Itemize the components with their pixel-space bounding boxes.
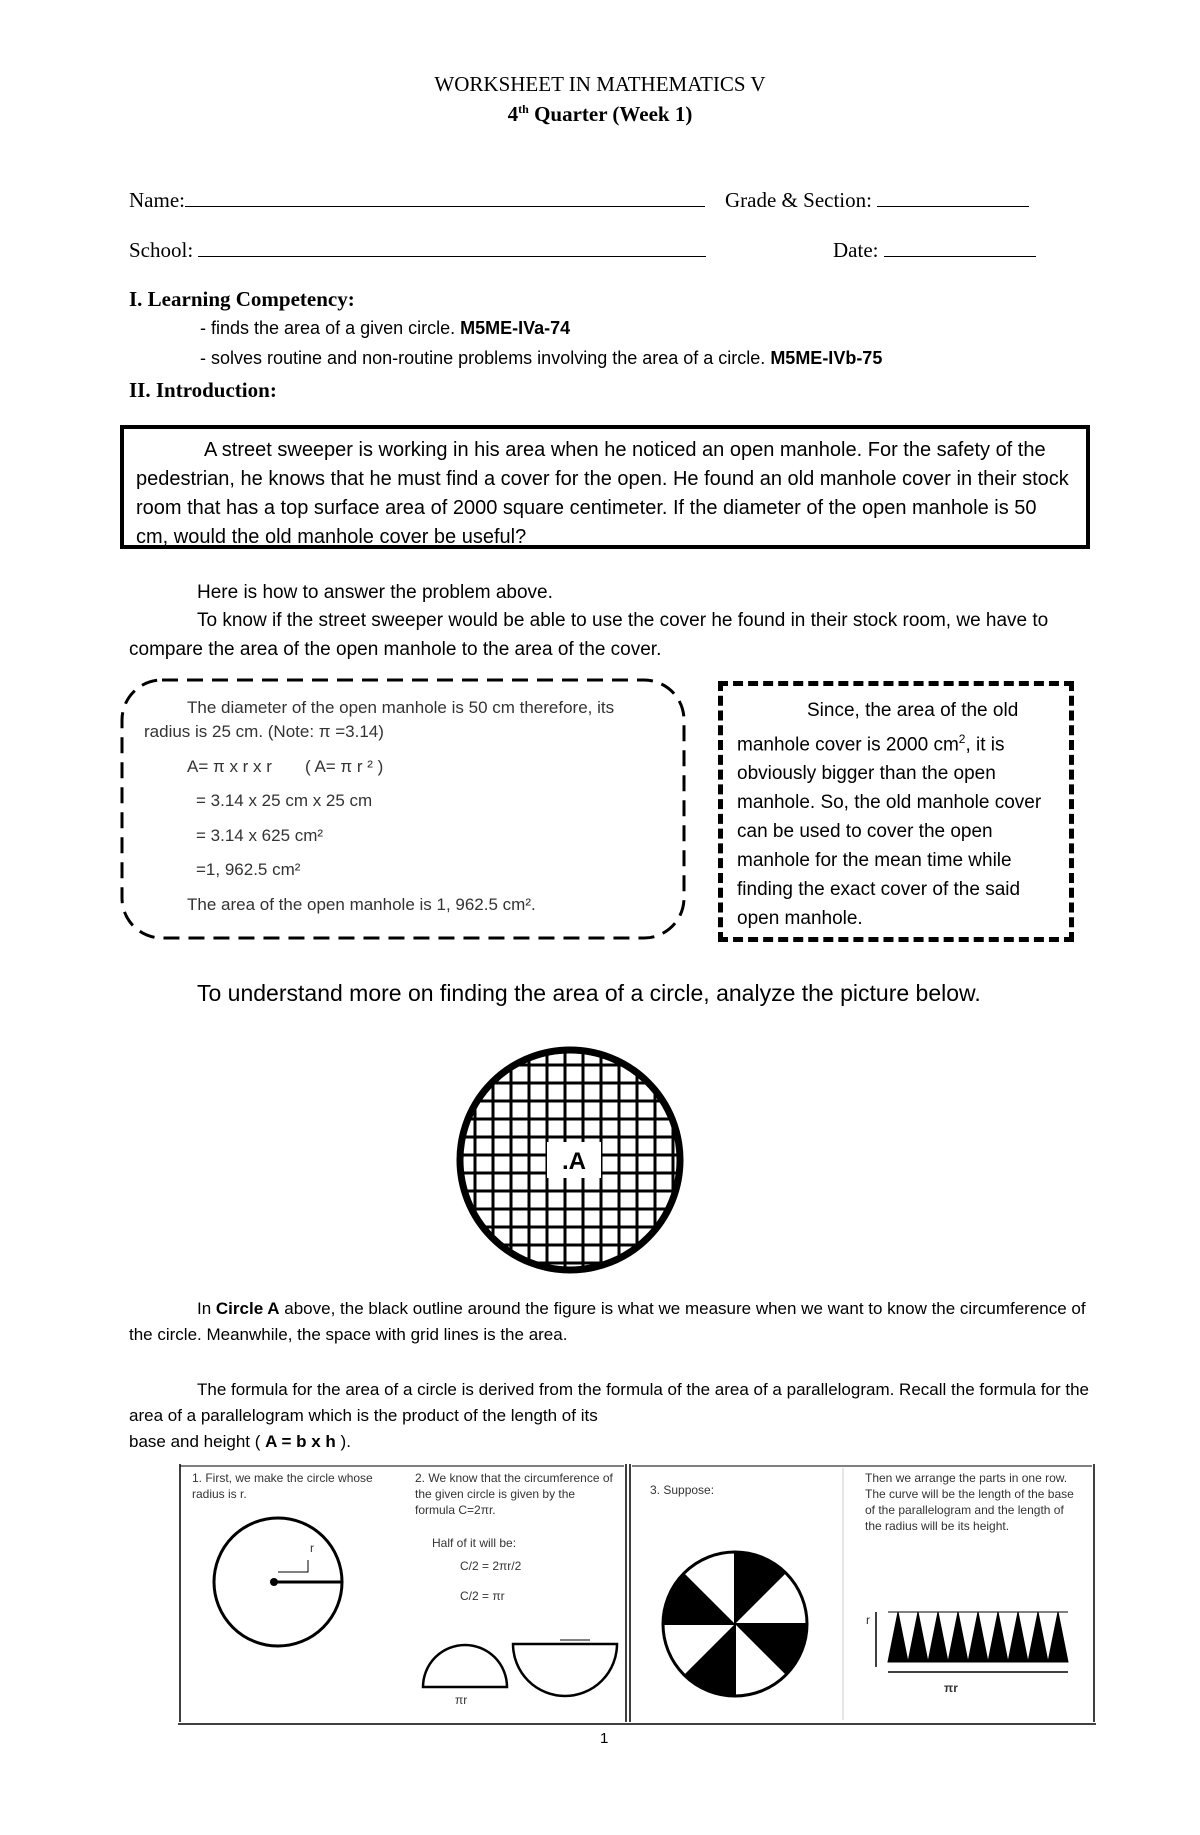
problem-box (120, 425, 1090, 549)
answer-intro-text: Here is how to answer the problem above. (197, 582, 553, 603)
solution-line-2: radius is 25 cm. (Note: π =3.14) (144, 722, 384, 741)
competency-text-1: - finds the area of a given circle. (200, 318, 461, 338)
circle-para-bold: Circle A (215, 1299, 280, 1318)
panel-height-label: r (866, 1613, 870, 1627)
solution-step-1: = 3.14 x 25 cm x 25 cm (196, 791, 373, 810)
grade-input-line[interactable] (877, 186, 1029, 207)
name-field (129, 186, 705, 213)
competency-item-2 (200, 348, 882, 369)
circle-para-post: above, the black outline around the figure is what we measure when we want to know the circumference of the circle. Meanwhile, the space with grid lines is the area. (129, 1299, 1086, 1344)
solution-conclusion: The area of the open manhole is 1, 962.5 cm². (187, 895, 536, 914)
circle-a-label: .A (562, 1148, 586, 1175)
conclusion-text-post: , it is obviously bigger than the open manhole. So, the old manhole cover can be used to cover the open manhole for the mean time while finding the exact cover of the said open manhole. (737, 734, 1042, 930)
date-field (833, 236, 1036, 263)
name-input-line[interactable] (185, 186, 705, 207)
circle-para-pre: In (197, 1299, 216, 1318)
formula-para-bold: A = b x h (265, 1432, 336, 1451)
school-input-line[interactable] (198, 236, 706, 257)
grade-field (725, 186, 1029, 213)
school-label: School: (129, 238, 194, 262)
conclusion-sup: 2 (958, 732, 966, 746)
circle-paragraph (129, 1296, 1089, 1348)
panel-step-3: 3. Suppose: (650, 1483, 715, 1497)
panel-fraction-1: C/2 = 2πr/2 (460, 1559, 522, 1573)
solution-formula: A= π x r x r (187, 757, 272, 776)
date-input-line[interactable] (884, 236, 1036, 257)
formula-paragraph (129, 1377, 1089, 1429)
panel-base-label: πr (944, 1681, 958, 1695)
understand-text-body: To understand more on finding the area of a circle, analyze the picture below. (197, 980, 981, 1006)
panel-radius-label: r (310, 1541, 314, 1555)
date-label: Date: (833, 238, 879, 262)
quarter-number: 4 (507, 102, 519, 126)
school-field (129, 236, 706, 263)
quarter-suffix: th (518, 102, 529, 116)
quarter-text: Quarter (Week 1) (528, 102, 693, 126)
panel-step-2: 2. We know that the circumference of the given circle is given by the formula C=2πr. (415, 1471, 613, 1517)
competency-heading: I. Learning Competency: (129, 287, 355, 311)
solution-step-2: = 3.14 x 625 cm² (196, 826, 324, 845)
answer-paragraph (129, 606, 1089, 664)
conclusion-box (718, 681, 1074, 942)
worksheet-title: WORKSHEET IN MATHEMATICS V (434, 72, 766, 96)
understand-text (129, 978, 1089, 1008)
quarter-subtitle (0, 102, 1200, 127)
formula-para-b: base and height ( (129, 1432, 266, 1451)
competency-code-2: M5ME-IVb-75 (770, 348, 883, 368)
name-label: Name: (129, 188, 185, 212)
competency-item-1 (200, 318, 570, 339)
problem-text: A street sweeper is working in his area when he noticed an open manhole. For the safety of the pedestrian, he knows that he must find a cover for the open. He found an old manhole cover in their stock room that has a top surface area of 2000 square centimeter. If the diameter of the open manhole is 50 cm, would the old manhole cover be useful? (136, 439, 1069, 548)
panel-step-4: Then we arrange the parts in one row. The curve will be the length of the base of the parallelogram and the length of the radius will be its height. (865, 1471, 1074, 1533)
answer-intro (129, 578, 1089, 607)
formula-para-end: ). (335, 1432, 351, 1451)
grade-label: Grade & Section: (725, 188, 872, 212)
formula-paragraph-end (129, 1429, 1089, 1455)
introduction-heading: II. Introduction: (129, 378, 277, 402)
solution-line-1: The diameter of the open manhole is 50 cm therefore, its (187, 698, 615, 717)
panel-halfcircle-label: πr (455, 1693, 468, 1707)
competency-text-2: - solves routine and non-routine problems involving the area of a circle. (200, 348, 771, 368)
competency-code-1: M5ME-IVa-74 (460, 318, 571, 338)
solution-formula-alt: ( A= π r ² ) (305, 757, 384, 776)
conclusion-text-pre: Since, the area of the old manhole cover is 2000 cm (737, 700, 1019, 756)
panel-step-1: 1. First, we make the circle whose radius is r. (192, 1471, 373, 1501)
panel-half: Half of it will be: (432, 1536, 517, 1550)
solution-step-3: =1, 962.5 cm² (196, 860, 301, 879)
formula-para-a: The formula for the area of a circle is derived from the formula of the area of a parallelogram. Recall the formula for the area of a parallelogram which is the product of the length of its (129, 1380, 1089, 1425)
panel-fraction-2: C/2 = πr (460, 1589, 505, 1603)
answer-paragraph-text: To know if the street sweeper would be able to use the cover he found in their stock room, we have to compare the area of the open manhole to the area of the cover. (129, 610, 1049, 660)
page-number: 1 (600, 1730, 609, 1747)
